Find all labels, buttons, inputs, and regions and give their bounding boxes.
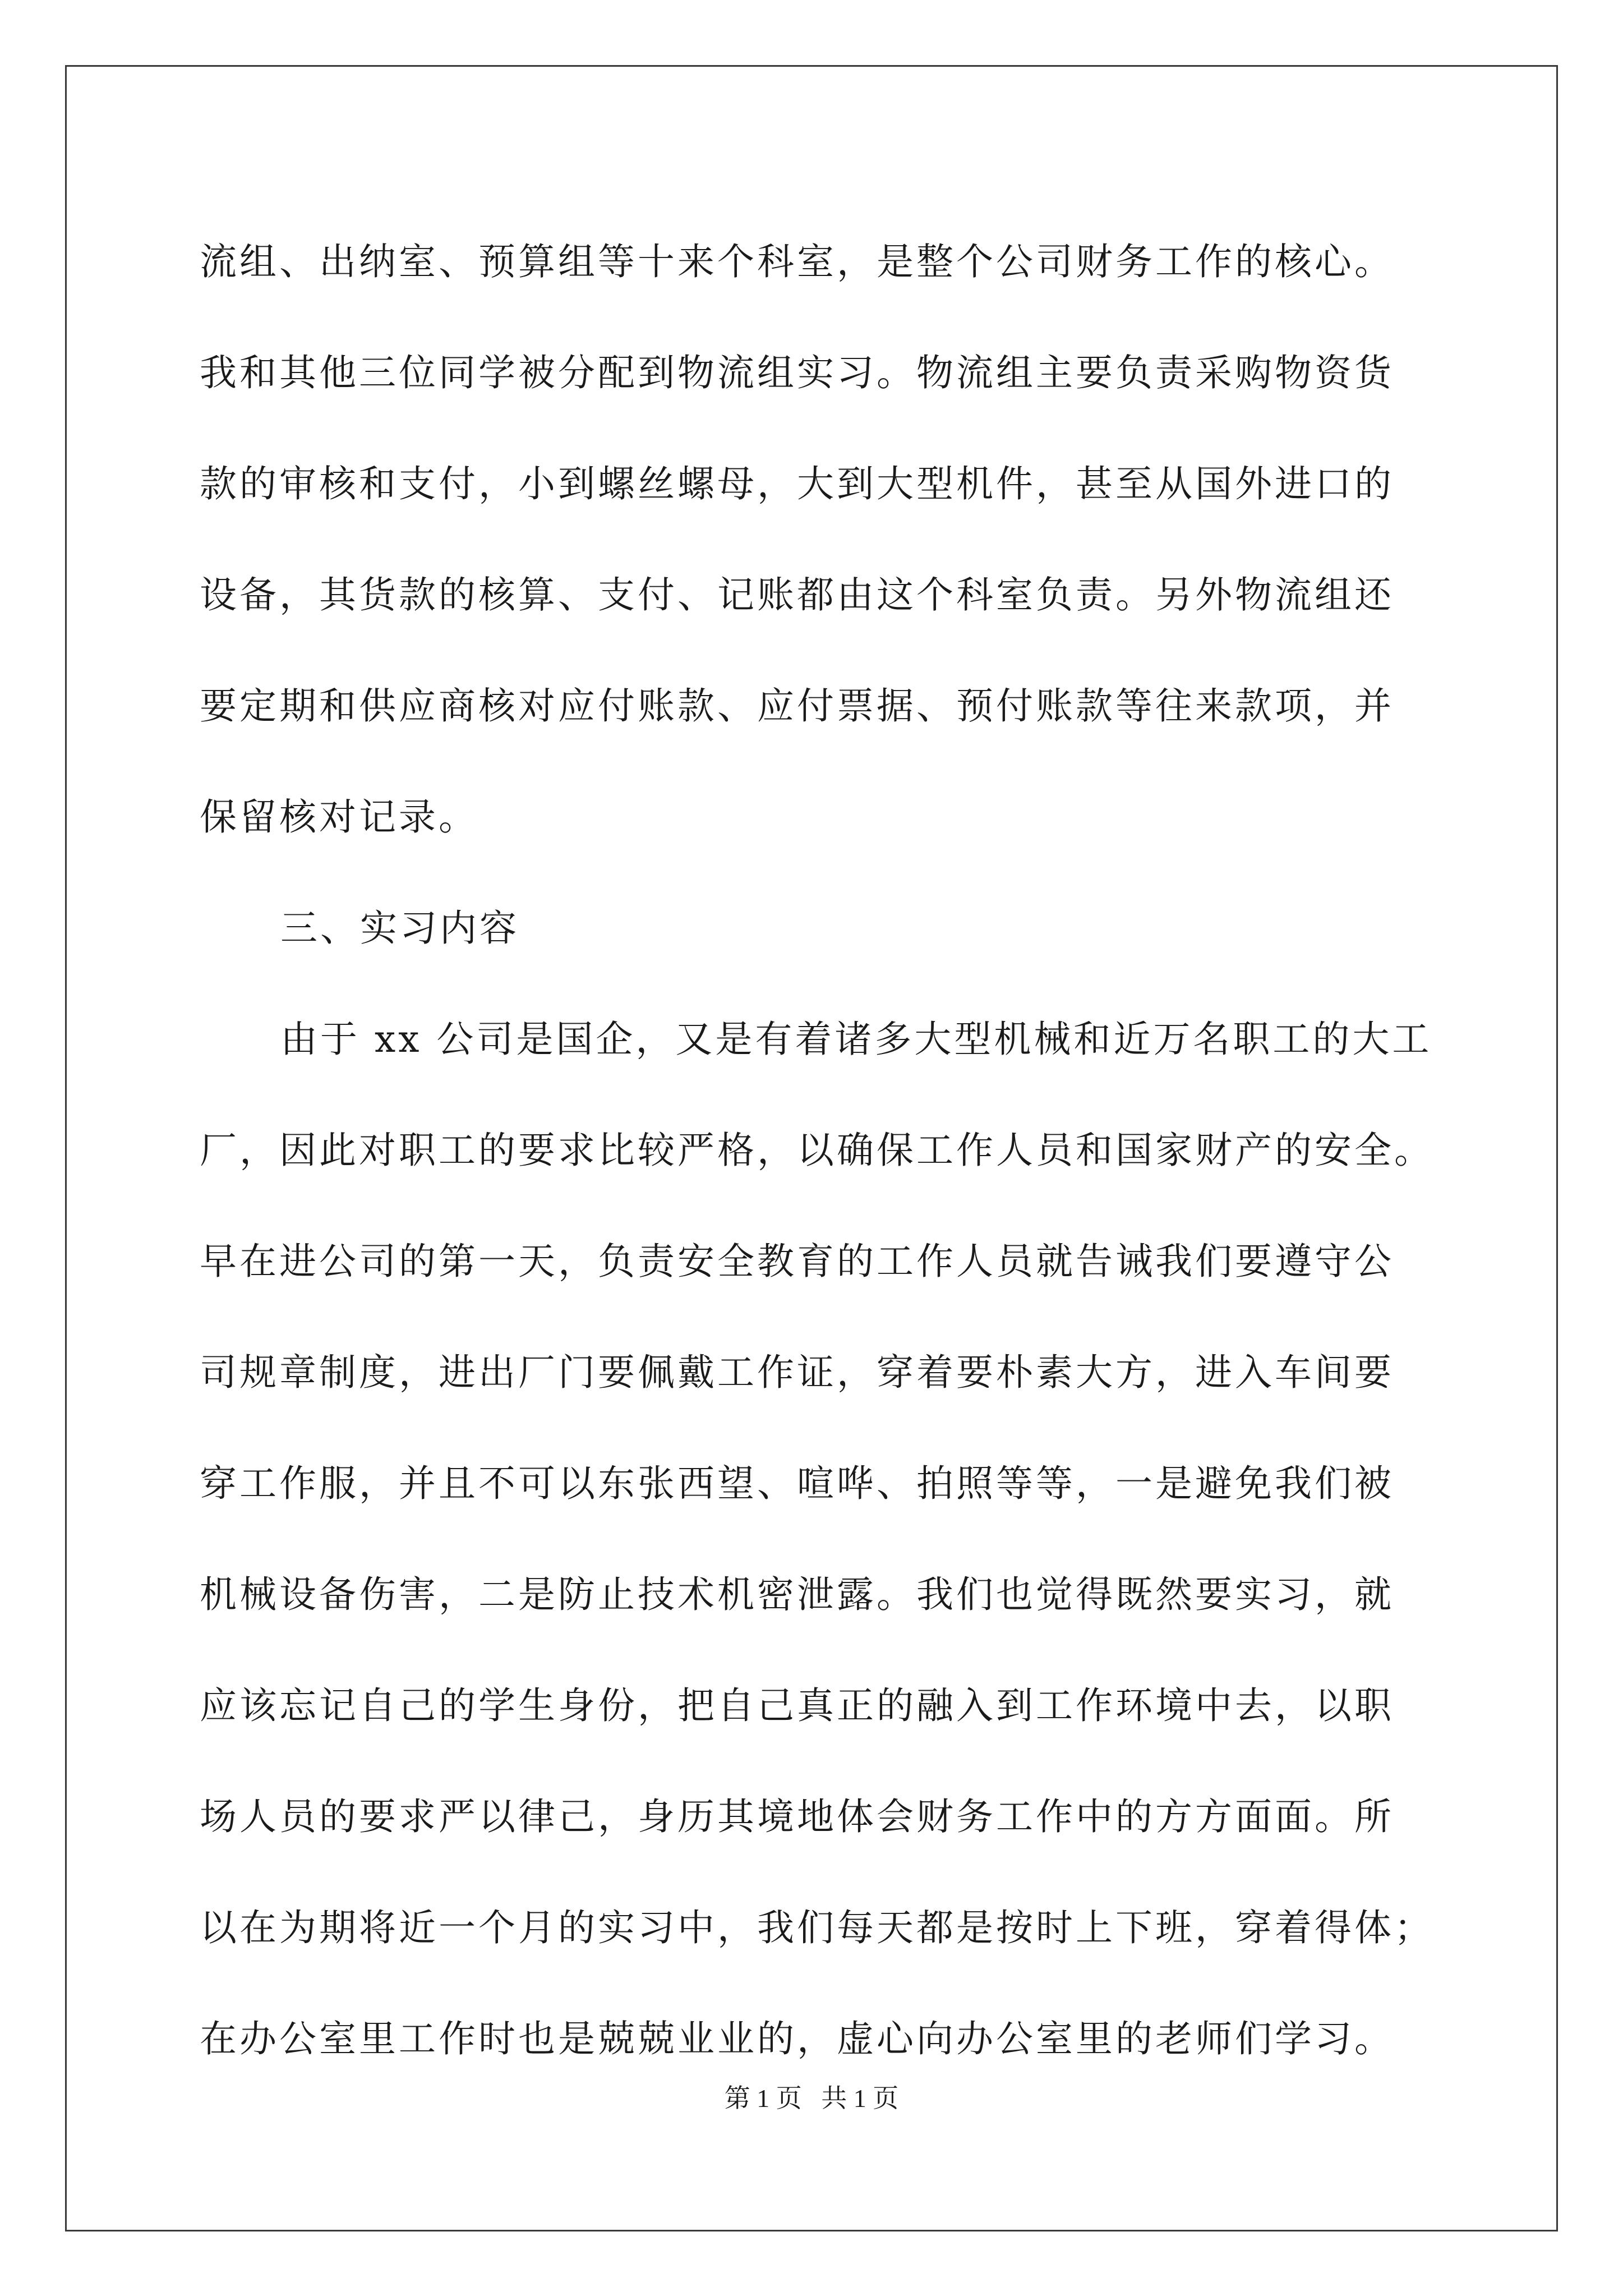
body-line: 由于 xx 公司是国企，又是有着诸多大型机械和近万名职工的大工	[280, 1018, 1432, 1061]
body-line: 以在为期将近一个月的实习中，我们每天都是按时上下班，穿着得体；	[200, 1906, 1434, 1949]
body-line: 款的审核和支付，小到螺丝螺母，大到大型机件，甚至从国外进口的	[200, 462, 1394, 505]
section-heading: 三、实习内容	[280, 907, 519, 950]
body-line: 应该忘记自己的学生身份，把自己真正的融入到工作环境中去，以职	[200, 1684, 1394, 1727]
body-line: 流组、出纳室、预算组等十来个科室，是整个公司财务工作的核心。	[200, 240, 1394, 283]
body-line: 机械设备伤害，二是防止技术机密泄露。我们也觉得既然要实习，就	[200, 1573, 1394, 1616]
body-line: 我和其他三位同学被分配到物流组实习。物流组主要负责采购物资货	[200, 351, 1394, 394]
body-line: 在办公室里工作时也是兢兢业业的，虚心向办公室里的老师们学习。	[200, 2017, 1394, 2060]
body-line: 司规章制度，进出厂门要佩戴工作证，穿着要朴素大方，进入车间要	[200, 1351, 1394, 1394]
body-line: 场人员的要求严以律己，身历其境地体会财务工作中的方方面面。所	[200, 1795, 1394, 1838]
page-footer: 第 1 页 共 1 页	[724, 2084, 899, 2113]
body-line: 设备，其货款的核算、支付、记账都由这个科室负责。另外物流组还	[200, 573, 1394, 616]
body-line: 早在进公司的第一天，负责安全教育的工作人员就告诫我们要遵守公	[200, 1240, 1394, 1283]
body-line: 厂，因此对职工的要求比较严格，以确保工作人员和国家财产的安全。	[200, 1129, 1434, 1172]
body-line: 要定期和供应商核对应付账款、应付票据、预付账款等往来款项，并	[200, 684, 1394, 728]
body-line: 保留核对记录。	[200, 795, 478, 839]
document-body	[200, 206, 1439, 2095]
body-line: 穿工作服，并且不可以东张西望、喧哗、拍照等等，一是避免我们被	[200, 1462, 1394, 1505]
